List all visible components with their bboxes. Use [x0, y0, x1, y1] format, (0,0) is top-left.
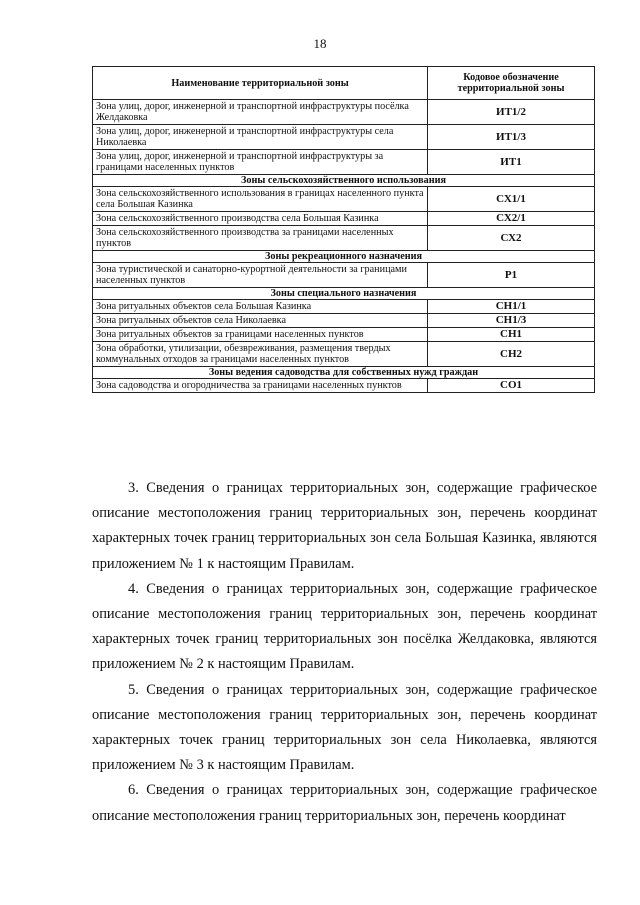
header-zone-code: Кодовое обозначение территориальной зоны — [428, 67, 595, 100]
paragraph-6: 6. Сведения о границах территориальных зон, содержащие графическое описание местоположения границ территориальных зон, перечень координат — [92, 782, 597, 824]
zone-name-cell: Зона ритуальных объектов села Николаевка — [93, 314, 428, 328]
page-number: 18 — [313, 36, 327, 51]
zone-code-cell: СН1 — [428, 328, 595, 342]
zone-code-cell: СО1 — [428, 379, 595, 393]
zone-code-cell: СН1/3 — [428, 314, 595, 328]
paragraph-3: 3. Сведения о границах территориальных зон, содержащие графическое описание местоположения границ территориальных зон, перечень координат характерных точек границ территориальных зон села Большая Казинка, являются приложением № 1 к настоящим Правилам. — [92, 480, 597, 572]
zone-code-cell: ИТ1/2 — [428, 100, 595, 125]
zone-name-cell: Зона ритуальных объектов села Большая Казинка — [93, 300, 428, 314]
table-row — [93, 125, 595, 150]
section-title: Зоны специального назначения — [93, 288, 595, 300]
table-row — [93, 314, 595, 328]
zone-code-cell: СХ2 — [428, 226, 595, 251]
zone-code-cell: СХ2/1 — [428, 212, 595, 226]
zone-name-cell: Зона ритуальных объектов за границами населенных пунктов — [93, 328, 428, 342]
table-row — [93, 263, 595, 288]
section-title: Зоны ведения садоводства для собственных нужд граждан — [93, 367, 595, 379]
zone-name-cell: Зона сельскохозяйственного производства села Большая Казинка — [93, 212, 428, 226]
zone-name-cell: Зона улиц, дорог, инженерной и транспортной инфраструктуры села Николаевка — [93, 125, 428, 150]
paragraph-5: 5. Сведения о границах территориальных зон, содержащие графическое описание местоположения границ территориальных зон, перечень координат характерных точек границ территориальных зон села Николаевка, являются приложением № 3 к настоящим Правилам. — [92, 681, 597, 774]
zone-code-cell: СХ1/1 — [428, 187, 595, 212]
paragraph-4: 4. Сведения о границах территориальных зон, содержащие графическое описание местоположения границ территориальных зон, перечень координат характерных точек границ территориальных зон посёлка Желдаковка, являются приложением № 2 к настоящим Правилам. — [92, 580, 597, 673]
zone-code-cell: ИТ1 — [428, 150, 595, 175]
table-header-row — [93, 67, 595, 100]
section-title: Зоны рекреационного назначения — [93, 251, 595, 263]
zone-name-cell: Зона туристической и санаторно-курортной деятельности за границами населенных пунктов — [93, 263, 428, 288]
section-row — [93, 251, 595, 263]
table-row — [93, 212, 595, 226]
zone-name-cell: Зона улиц, дорог, инженерной и транспортной инфраструктуры за границами населенных пунктов — [93, 150, 428, 175]
zones-table-body — [93, 100, 595, 393]
zone-code-cell: СН1/1 — [428, 300, 595, 314]
zone-name-cell: Зона сельскохозяйственного использования в границах населенного пункта села Большая Казинка — [93, 187, 428, 212]
zone-code-cell: Р1 — [428, 263, 595, 288]
zone-code-cell: ИТ1/3 — [428, 125, 595, 150]
table-row — [93, 328, 595, 342]
section-row — [93, 367, 595, 379]
zone-name-cell: Зона обработки, утилизации, обезвреживания, размещения твердых коммунальных отходов за границами населенных пунктов — [93, 342, 428, 367]
section-row — [93, 288, 595, 300]
table-row — [93, 226, 595, 251]
table-row — [93, 379, 595, 393]
header-zone-name: Наименование территориальной зоны — [93, 67, 428, 100]
table-row — [93, 187, 595, 212]
zone-name-cell: Зона улиц, дорог, инженерной и транспортной инфраструктуры посёлка Желдаковка — [93, 100, 428, 125]
zones-table — [92, 66, 595, 393]
body-text — [92, 476, 597, 829]
zone-name-cell: Зона сельскохозяйственного производства за границами населенных пунктов — [93, 226, 428, 251]
zone-name-cell: Зона садоводства и огородничества за границами населенных пунктов — [93, 379, 428, 393]
zone-code-cell: СН2 — [428, 342, 595, 367]
table-row — [93, 100, 595, 125]
section-row — [93, 175, 595, 187]
section-title: Зоны сельскохозяйственного использования — [93, 175, 595, 187]
table-row — [93, 342, 595, 367]
table-row — [93, 150, 595, 175]
table-row — [93, 300, 595, 314]
